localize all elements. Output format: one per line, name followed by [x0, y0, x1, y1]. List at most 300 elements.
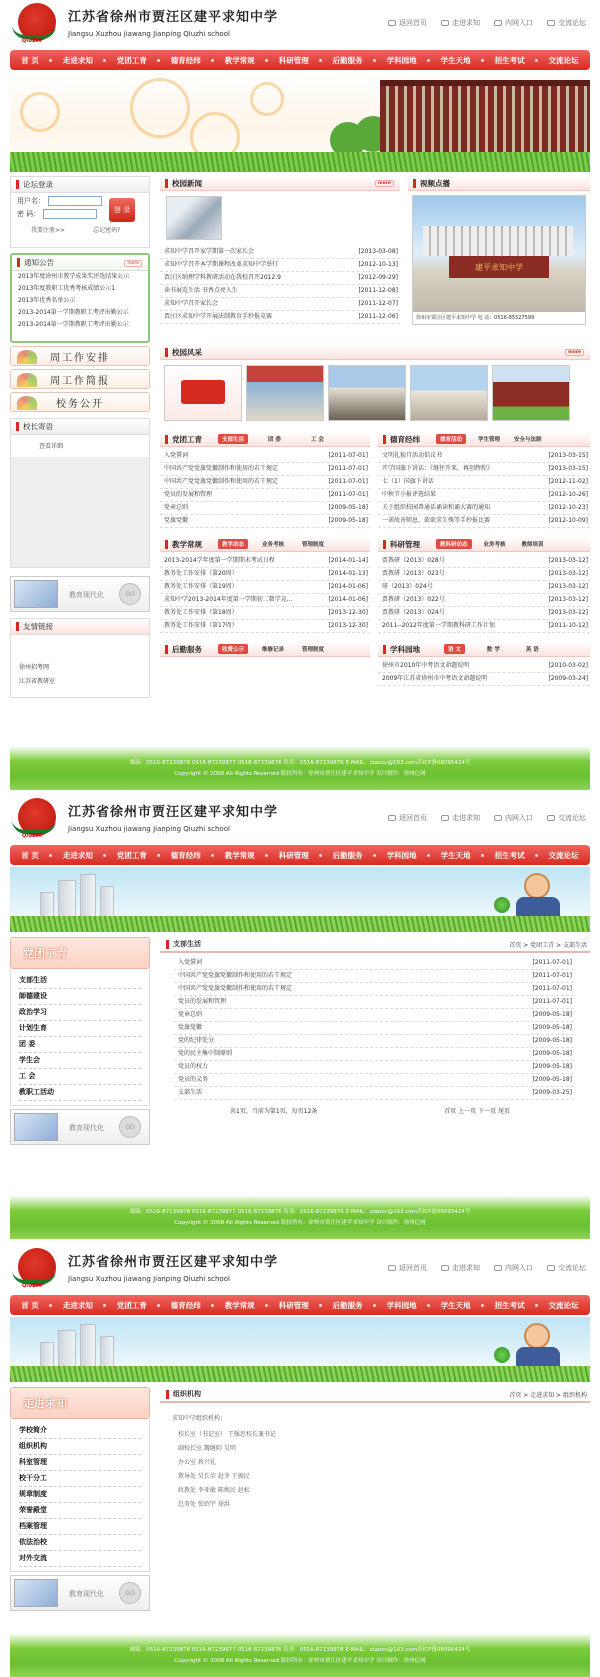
teaching-header: 教学常规 教学动态 业务考核 管理制度 — [160, 537, 370, 552]
list-item[interactable]: 关于组织校园普通话诵读和诵大赛的通知 [2012-10-23] — [378, 502, 590, 515]
nav-separator — [427, 59, 430, 62]
toplink-about[interactable]: 走进求知 — [441, 813, 480, 823]
nav-separator — [373, 1304, 376, 1307]
tab-english[interactable]: 英 语 — [525, 647, 539, 653]
list-item[interactable]: 中国共产党党旗党徽制作和使用的若干规定 [2011-07-01] — [174, 970, 574, 983]
photo-red-sign — [181, 380, 225, 404]
logistics-panel — [160, 642, 370, 657]
side-menu-item[interactable]: 学校简介 — [19, 1423, 141, 1439]
nav-home[interactable]: 首 页 — [21, 850, 39, 860]
list-item[interactable]: 2011--2012年度第一学期教科研工作计划 [2011-10-12] — [378, 620, 590, 633]
login-box — [10, 176, 150, 248]
side-menu-item[interactable]: 组织机构 — [19, 1439, 141, 1455]
section-marker — [383, 645, 386, 654]
subpage-banner — [10, 867, 590, 932]
list-item[interactable]: 徐州市2010年中考语文命题说明 [2010-03-02] — [378, 660, 590, 673]
list-item[interactable]: 入党誓词 [2011-07-01] — [174, 957, 574, 970]
list-item[interactable]: 求知中学召开本学期课程改革求知中学举行 [2012-10-13] — [160, 259, 400, 272]
toplink-intranet[interactable]: 内网入口 — [494, 813, 533, 823]
list-item[interactable]: 中秋节小报评选结果 [2012-10-26] — [378, 489, 590, 502]
school-name-en: Jiangsu Xuzhou jiawang Jianping Qiuzhi school — [68, 1275, 230, 1283]
list-item[interactable]: 2013-2014学年度第一学期期末考试日程 [2014-01-14] — [160, 555, 370, 568]
toplink-home[interactable]: 返回首页 — [388, 18, 427, 28]
nav-separator — [265, 59, 268, 62]
go-icon: GO — [119, 1116, 141, 1138]
principal-box — [10, 418, 150, 568]
subjects-panel — [378, 642, 590, 686]
notice-item[interactable]: 2013年度徐州市教学成果奖评选结果公示 — [18, 273, 130, 280]
businessman-illustration — [524, 873, 550, 899]
network-icon — [494, 1265, 502, 1271]
nav-home[interactable]: 首 页 — [21, 55, 39, 65]
fan-icon — [17, 373, 37, 387]
forgot-password-link[interactable]: 忘记密码? — [93, 227, 121, 234]
video-header: 视频点播 — [408, 176, 590, 191]
nav-separator — [319, 1304, 322, 1307]
nav-separator — [481, 59, 484, 62]
news-thumbnail[interactable] — [166, 196, 222, 240]
nav-separator — [157, 1304, 160, 1307]
school-name-en: Jiangsu Xuzhou jiawang Jianping Qiuzhi school — [68, 30, 230, 38]
video-player[interactable] — [412, 195, 586, 325]
school-news-panel — [160, 176, 400, 324]
list-item[interactable]: 教务处工作安排（第17周） [2013-12-30] — [160, 620, 370, 633]
banner-decor-circle — [250, 82, 284, 116]
research-list — [378, 555, 590, 633]
side-menu-item[interactable]: 规章制度 — [19, 1487, 141, 1503]
list-item[interactable]: 贾汪区求知中学开展法制教育手抄报竞赛 [2011-12-06] — [160, 311, 400, 324]
side-menu-item[interactable]: 教职工活动 — [19, 1085, 141, 1101]
footer-copyright: Copyright © 2008 All Rights Reserved 版权所有：徐州市贾汪区建平求知中学 设计制作：徐州亿网 — [174, 771, 426, 777]
list-item[interactable]: 贾教研（2013）028号 [2013-03-12] — [378, 555, 590, 568]
list-item[interactable]: 教务处工作安排（第19周） [2014-01-06] — [160, 581, 370, 594]
people-icon — [441, 20, 449, 26]
list-item[interactable]: 贾汪区纳理学科教研活动在我校召开2012.9 [2012-09-29] — [160, 272, 400, 285]
site-footer — [10, 1195, 590, 1239]
video-caption: 徐州市贾汪区建平求知中学 电 话：0516-85527599 — [413, 312, 585, 324]
list-item[interactable]: 支部生活 [2009-03-25] — [174, 1087, 574, 1100]
site-header — [10, 795, 590, 845]
nav-separator — [535, 1304, 538, 1307]
nav-admission[interactable]: 招生考试 — [494, 850, 525, 860]
school-news-header: 校园新闻 more — [160, 176, 400, 191]
org-panel — [160, 1387, 590, 1512]
edu-modern-banner[interactable]: 教育现代化 GO — [10, 1575, 150, 1611]
main-nav — [10, 50, 590, 70]
toplink-home[interactable]: 返回首页 — [388, 1263, 427, 1273]
top-links — [388, 1263, 586, 1273]
list-item[interactable]: 中国共产党党旗党徽制作和使用的若干规定 [2011-07-01] — [160, 476, 370, 489]
tab-safety[interactable]: 安全与法制 — [514, 437, 542, 443]
nav-subjects[interactable]: 学科园地 — [386, 1300, 417, 1310]
content-header — [160, 1387, 590, 1403]
side-menu-item[interactable]: 团 委 — [19, 1037, 141, 1053]
tab-fees[interactable]: 收费公示 — [218, 644, 248, 654]
section-marker — [17, 258, 20, 267]
org-line: 副校长室 魏继阴 吴明 — [178, 1445, 236, 1452]
list-item[interactable]: 贾教研（2013）024号 [2013-03-12] — [378, 607, 590, 620]
main-nav — [10, 845, 590, 865]
moral-panel — [378, 432, 590, 528]
notice-item[interactable]: 2013年优秀名单公示 — [18, 297, 76, 304]
list-item[interactable]: 贾教研（2013）023号 [2013-03-12] — [378, 568, 590, 581]
tab-youth-league[interactable]: 团 委 — [268, 437, 281, 443]
nav-separator — [211, 854, 214, 857]
toplink-intranet[interactable]: 内网入口 — [494, 18, 533, 28]
tab-union[interactable]: 工 会 — [310, 437, 324, 443]
section-marker — [16, 422, 19, 431]
nav-students[interactable]: 学生天地 — [440, 1300, 471, 1310]
side-menu-item[interactable]: 对外交流 — [19, 1551, 141, 1567]
section-marker — [413, 179, 416, 188]
nav-research[interactable]: 科研管理 — [278, 55, 309, 65]
side-menu-item[interactable]: 校干分工 — [19, 1471, 141, 1487]
friend-link[interactable]: 徐州招考网 — [19, 664, 50, 671]
list-item[interactable]: 开学国旗下讲话：《继往开来，再创辉煌》 [2013-03-15] — [378, 463, 590, 476]
nav-about[interactable]: 走进求知 — [62, 1300, 93, 1310]
nav-separator — [319, 854, 322, 857]
campus-photo[interactable] — [246, 365, 324, 421]
nav-separator — [373, 854, 376, 857]
list-item[interactable]: 文明礼貌月活动倡议书 [2013-03-15] — [378, 450, 590, 463]
notice-box — [10, 253, 150, 343]
nav-separator — [481, 1304, 484, 1307]
gate-sign: 建平求知中学 — [449, 256, 549, 278]
logo-swoosh — [12, 25, 56, 39]
list-item[interactable]: 党章总则 [2009-05-18] — [174, 1009, 574, 1022]
campus-photo[interactable] — [164, 365, 242, 421]
page-title: 支部生活 — [173, 940, 201, 948]
side-menu-item[interactable]: 師德建设 — [19, 989, 141, 1005]
nav-separator — [373, 59, 376, 62]
list-item[interactable]: 中国共产党党旗党徽制作和使用的若干规定 [2011-07-01] — [174, 983, 574, 996]
nav-moral[interactable]: 德育经纬 — [170, 1300, 201, 1310]
home-page — [10, 0, 590, 790]
section-marker — [166, 940, 169, 949]
tab-repairs[interactable]: 维修记录 — [262, 647, 285, 653]
nav-separator — [211, 59, 214, 62]
nav-separator — [157, 59, 160, 62]
logo-tag: QIUZHI — [22, 1283, 42, 1289]
side-menu-item[interactable]: 科室管理 — [19, 1455, 141, 1471]
username-input[interactable] — [48, 196, 102, 206]
list-item[interactable]: 党员的权力 [2009-05-18] — [174, 1061, 574, 1074]
nav-moral[interactable]: 德育经纬 — [170, 55, 201, 65]
tab-teaching-news[interactable]: 教学动态 — [218, 539, 248, 549]
toplink-forum[interactable]: 交流论坛 — [547, 1263, 586, 1273]
edu-modern-banner[interactable]: 教育现代化 GO — [10, 576, 150, 612]
nav-about[interactable]: 走进求知 — [62, 850, 93, 860]
nav-research[interactable]: 科研管理 — [278, 1300, 309, 1310]
school-name-cn: 江苏省徐州市贾汪区建平求知中学 — [68, 805, 279, 820]
list-item[interactable]: 党旗党徽 [2009-05-18] — [160, 515, 370, 528]
tab-teacher-training[interactable]: 教师培训 — [521, 542, 544, 548]
links-box — [10, 618, 150, 698]
top-links — [388, 813, 586, 823]
school-name-cn: 江苏省徐州市贾汪区建平求知中学 — [68, 10, 279, 25]
nav-teaching[interactable]: 教学常规 — [224, 850, 255, 860]
network-icon — [494, 815, 502, 821]
site-footer — [10, 1633, 590, 1677]
tab-rules[interactable]: 管理制度 — [302, 542, 325, 548]
links-header: 友情链接 — [11, 619, 149, 635]
tab-research-assessment[interactable]: 业务考核 — [483, 542, 506, 548]
toplink-about[interactable]: 走进求知 — [441, 18, 480, 28]
username-row: 用户名： — [17, 196, 149, 206]
campus-photo[interactable] — [492, 365, 570, 421]
toplink-intranet[interactable]: 内网入口 — [494, 1263, 533, 1273]
toplink-home[interactable]: 返回首页 — [388, 813, 427, 823]
fan-icon — [17, 350, 37, 364]
password-input[interactable] — [43, 209, 97, 219]
side-menu-item[interactable]: 支部生活 — [19, 973, 141, 989]
nav-separator — [535, 59, 538, 62]
more-link[interactable]: more — [124, 260, 142, 267]
section-marker — [16, 622, 19, 631]
toplink-forum[interactable]: 交流论坛 — [547, 813, 586, 823]
pagination — [160, 1100, 590, 1115]
breadcrumb[interactable]: 首页 > 走进求知 > 组织机构 — [509, 1391, 587, 1399]
side-menu-item[interactable]: 依法治校 — [19, 1535, 141, 1551]
nav-separator — [49, 59, 52, 62]
more-link[interactable]: more — [565, 349, 584, 356]
side-menu — [10, 1419, 150, 1572]
nav-logistics[interactable]: 后勤服务 — [332, 1300, 363, 1310]
home-icon — [388, 815, 396, 821]
links-list — [11, 635, 149, 689]
side-menu — [10, 969, 150, 1106]
chat-icon — [547, 815, 555, 821]
side-menu-item[interactable]: 计划生育 — [19, 1021, 141, 1037]
nav-forum[interactable]: 交流论坛 — [548, 850, 579, 860]
list-item[interactable]: 教务处工作安排（第20周） [2014-01-13] — [160, 568, 370, 581]
principal-header: 校长寄语 — [11, 419, 149, 435]
list-item[interactable]: 读书展览生活 书香点亮人生 [2011-12-08] — [160, 285, 400, 298]
tab-assessment[interactable]: 业务考核 — [262, 542, 285, 548]
footer-contact: 邮编：0516-87239878 0516-87239877 0516-87239876 传真：0516-87239876 E-MAIL：xiaozu@163.com苏ICP备08095424号 — [129, 1209, 471, 1215]
toplink-forum[interactable]: 交流论坛 — [547, 18, 586, 28]
side-menu-item[interactable]: 政治学习 — [19, 1005, 141, 1021]
moral-list — [378, 450, 590, 528]
tab-research-news[interactable]: 教科研动态 — [436, 539, 472, 549]
banner-decor-circle — [130, 78, 190, 138]
list-item[interactable]: 求知中学2013-2014年度第一学期初二数学竞... [2014-01-06] — [160, 594, 370, 607]
side-menu-item[interactable]: 学生会 — [19, 1053, 141, 1069]
businessman-illustration — [524, 1323, 550, 1349]
nav-separator — [427, 1304, 430, 1307]
about-subpage — [10, 1245, 590, 1677]
list-item[interactable]: 党员的发展和管理 [2011-07-01] — [160, 489, 370, 502]
nav-logistics[interactable]: 后勤服务 — [332, 55, 363, 65]
list-item[interactable]: 贾教研（2013）022号 [2013-03-12] — [378, 594, 590, 607]
list-item[interactable]: 入党誓词 [2011-07-01] — [160, 450, 370, 463]
nav-separator — [103, 854, 106, 857]
nav-separator — [319, 59, 322, 62]
video-panel — [408, 176, 590, 325]
banner-tower — [80, 874, 96, 918]
list-item[interactable]: 研（2013）024号 [2013-03-12] — [378, 581, 590, 594]
nav-admission[interactable]: 招生考试 — [494, 55, 525, 65]
nav-separator — [427, 854, 430, 857]
register-link[interactable]: 我要注册>> — [31, 227, 66, 234]
nav-admission[interactable]: 招生考试 — [494, 1300, 525, 1310]
chat-icon — [547, 20, 555, 26]
page-links[interactable]: 首页 上一页 下一页 尾页 — [444, 1108, 510, 1115]
section-marker — [16, 180, 19, 189]
nav-party[interactable]: 党团工青 — [116, 1300, 147, 1310]
section-marker — [166, 1390, 169, 1399]
list-item[interactable]: 求知中学召开家学期第一次家长会 [2013-03-08] — [160, 246, 400, 259]
tab-moral-activities[interactable]: 德育活动 — [436, 434, 466, 444]
list-item[interactable]: 党章总则 [2009-05-18] — [160, 502, 370, 515]
top-links — [388, 18, 586, 28]
org-line: 校长室（书记室） 王强思校长兼书记 — [178, 1431, 276, 1438]
org-line: 办公室 蒋兴礼 — [178, 1459, 216, 1466]
home-icon — [388, 1265, 396, 1271]
nav-students[interactable]: 学生天地 — [440, 850, 471, 860]
classroom-image — [14, 1579, 58, 1607]
side-menu-item[interactable]: 档案管理 — [19, 1519, 141, 1535]
org-line: 教导处 吴长荣 赵冬 王振民 — [178, 1473, 250, 1480]
nav-separator — [49, 1304, 52, 1307]
nav-students[interactable]: 学生天地 — [440, 55, 471, 65]
list-item[interactable]: 党的民主集中制原则 [2009-05-18] — [174, 1048, 574, 1061]
login-button[interactable]: 登 录 — [109, 198, 135, 222]
article-list-panel — [160, 937, 590, 1115]
breadcrumb[interactable]: 首页 > 党团工青 > 支部生活 — [509, 941, 587, 949]
research-panel — [378, 537, 590, 633]
section-marker — [383, 435, 386, 444]
party-list — [160, 450, 370, 528]
principal-more-link[interactable]: 查看详细 — [11, 435, 149, 457]
more-link[interactable]: more — [375, 180, 394, 187]
toplink-about[interactable]: 走进求知 — [441, 1263, 480, 1273]
tab-branch-life[interactable]: 支部生活 — [218, 434, 248, 444]
side-menu-item[interactable]: 工 会 — [19, 1069, 141, 1085]
section-marker — [165, 645, 168, 654]
people-icon — [441, 1265, 449, 1271]
list-item[interactable]: 七（1）国旗下讲话 [2012-11-02] — [378, 476, 590, 489]
notice-item[interactable]: 2013-2014第一学期教职工考评出勤公示 — [18, 321, 129, 328]
list-item[interactable]: 党旗党徽 [2009-05-18] — [174, 1022, 574, 1035]
banner-tower — [40, 892, 54, 918]
school-building-image — [380, 80, 590, 152]
nav-about[interactable]: 走进求知 — [62, 55, 93, 65]
globe-plant-icon — [494, 897, 510, 913]
classroom-image — [14, 1113, 58, 1141]
list-item[interactable]: 中国共产党党旗党徽制作和使用的若干规定 [2011-07-01] — [160, 463, 370, 476]
login-links — [31, 225, 149, 234]
notice-list — [12, 271, 148, 331]
nav-party[interactable]: 党团工青 — [116, 850, 147, 860]
list-item[interactable]: 党员的义务 [2009-05-18] — [174, 1074, 574, 1087]
banner-grass — [10, 1366, 590, 1382]
section-marker — [165, 435, 168, 444]
side-title: 走进求知 — [10, 1387, 150, 1419]
weekly-report-button[interactable]: 周工作简报 — [10, 369, 150, 389]
footer-copyright: Copyright © 2008 All Rights Reserved 版权所有：徐州市贾汪区建平求知中学 设计制作：徐州亿网 — [174, 1658, 426, 1664]
notice-header: 通知公告 more — [12, 255, 148, 271]
org-line: 总务处 张绍宇 徐洪 — [178, 1501, 230, 1508]
nav-party[interactable]: 党团工青 — [116, 55, 147, 65]
list-item[interactable]: 党员的发展和管理 [2011-07-01] — [174, 996, 574, 1009]
logo-swoosh — [12, 1270, 56, 1284]
banner-tower — [100, 1336, 114, 1368]
left-column — [10, 176, 150, 698]
school-affairs-button[interactable]: 校务公开 — [10, 392, 150, 412]
notice-item[interactable]: 2013年度教职工优秀考核成绩公示1 — [18, 285, 116, 292]
party-header: 党团工青 支部生活 团 委 工 会 — [160, 432, 370, 447]
nav-home[interactable]: 首 页 — [21, 1300, 39, 1310]
list-item[interactable]: 2009年江苏省徐州市中考语文命题说明 [2009-03-24] — [378, 673, 590, 686]
footer-copyright: Copyright © 2008 All Rights Reserved 版权所有：徐州市贾汪区建平求知中学 设计制作：徐州亿网 — [174, 1220, 426, 1226]
campus-photo[interactable] — [328, 365, 406, 421]
notice-item[interactable]: 2013-2014第一学期教职工考评出勤公示 — [18, 309, 129, 316]
nav-subjects[interactable]: 学科园地 — [386, 55, 417, 65]
classroom-image — [14, 580, 58, 608]
banner-tower — [40, 1342, 54, 1368]
nav-subjects[interactable]: 学科园地 — [386, 850, 417, 860]
logo-tag: QIUZHI — [22, 833, 42, 839]
list-item[interactable]: 一诺故善师息，欲欲求生殊等手抄报比赛 [2012-10-09] — [378, 515, 590, 528]
home-banner — [10, 72, 590, 172]
weekly-schedule-button[interactable]: 周工作安排 — [10, 346, 150, 366]
section-marker — [165, 540, 168, 549]
nav-teaching[interactable]: 教学常规 — [224, 1300, 255, 1310]
nav-moral[interactable]: 德育经纬 — [170, 850, 201, 860]
subjects-list — [378, 660, 590, 686]
nav-teaching[interactable]: 教学常规 — [224, 55, 255, 65]
main-nav — [10, 1295, 590, 1315]
tab-chinese[interactable]: 语 文 — [444, 644, 465, 654]
banner-tower — [58, 880, 76, 918]
logistics-header: 后勤服务 收费公示 维修记录 管理制度 — [160, 642, 370, 657]
side-title: 党团工青 — [10, 937, 150, 969]
nav-forum[interactable]: 交流论坛 — [548, 1300, 579, 1310]
network-icon — [494, 20, 502, 26]
section-marker — [165, 179, 168, 188]
page-title: 组织机构 — [173, 1390, 201, 1398]
home-icon — [388, 20, 396, 26]
school-news-list — [160, 246, 400, 324]
nav-separator — [481, 854, 484, 857]
side-menu-item[interactable]: 荣誉殿堂 — [19, 1503, 141, 1519]
list-item[interactable]: 党的纪律处分 [2009-05-18] — [174, 1035, 574, 1048]
building-image — [423, 226, 573, 256]
campus-photo[interactable] — [410, 365, 488, 421]
left-column — [10, 1387, 150, 1611]
tab-logistics-rules[interactable]: 管理制度 — [302, 647, 325, 653]
nav-research[interactable]: 科研管理 — [278, 850, 309, 860]
list-item[interactable]: 教务处工作安排（第18周） [2013-12-30] — [160, 607, 370, 620]
footer-contact: 邮编：0516-87239878 0516-87239877 0516-87239876 传真：0516-87239876 E-MAIL：xiaozu@163.com苏ICP备08095424号 — [129, 1647, 471, 1653]
tab-math[interactable]: 数 学 — [486, 647, 500, 653]
article-list — [174, 957, 574, 1100]
nav-logistics[interactable]: 后勤服务 — [332, 850, 363, 860]
org-line: 政教处 李亚敏 陈焕民 赵松 — [178, 1487, 250, 1494]
section-marker — [165, 348, 168, 357]
section-marker — [383, 540, 386, 549]
moral-header: 德育经纬 德育活动 学生管理 安全与法制 — [378, 432, 590, 447]
edu-modern-banner[interactable]: 教育现代化 GO — [10, 1109, 150, 1145]
tab-student-management[interactable]: 学生管理 — [478, 437, 501, 443]
site-header — [10, 0, 590, 50]
campus-photos-panel — [160, 345, 590, 360]
nav-forum[interactable]: 交流论坛 — [548, 55, 579, 65]
school-name-en: Jiangsu Xuzhou jiawang Jianping Qiuzhi school — [68, 825, 230, 833]
friend-link[interactable]: 江苏省教研室 — [19, 678, 56, 685]
list-item[interactable]: 求知中学召开家长会 [2011-12-07] — [160, 298, 400, 311]
